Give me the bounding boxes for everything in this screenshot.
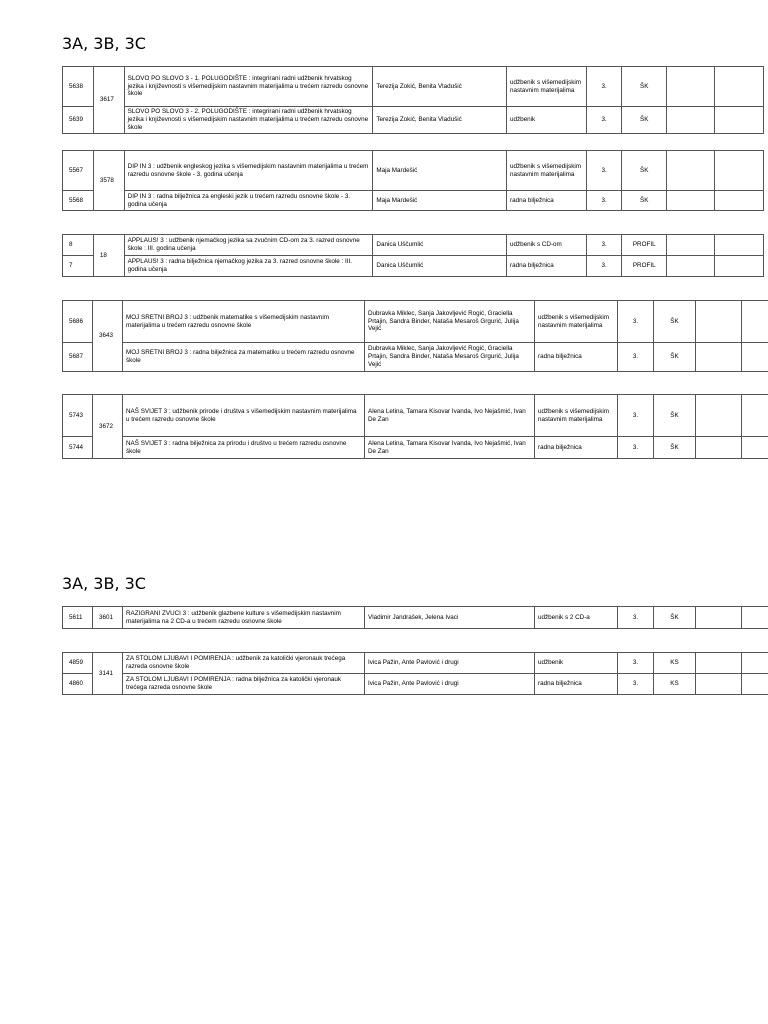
book-title: DIP IN 3 : radna bilježnica za engleski jezik u trećem razredu osnovne škole - 3. godina učenja	[124, 191, 373, 211]
empty-cell	[696, 437, 742, 459]
grade: 3.	[587, 235, 622, 256]
empty-cell	[742, 437, 768, 459]
catalog-number: 5743	[63, 395, 93, 437]
table-row	[63, 256, 764, 277]
empty-cell	[667, 67, 714, 107]
grade: 3.	[618, 607, 654, 629]
book-type: radna bilježnica	[535, 343, 618, 372]
catalog-number: 4860	[63, 674, 93, 695]
catalog-number: 5568	[63, 191, 94, 211]
grade: 3.	[618, 653, 654, 674]
book-type: udžbenik	[535, 653, 618, 674]
table-row	[63, 653, 768, 674]
table-row	[63, 437, 768, 459]
empty-cell	[742, 343, 768, 372]
empty-cell	[714, 67, 763, 107]
table-row	[63, 343, 768, 372]
book-authors: Terezija Zokić, Benita Vladušić	[373, 107, 507, 134]
publisher: ŠK	[622, 107, 667, 134]
book-type: udžbenik s CD-om	[507, 235, 587, 256]
book-authors: Alena Letina, Tamara Kisovar Ivanda, Ivo Nejašmić, Ivan De Zan	[365, 437, 535, 459]
book-title: DIP IN 3 : udžbenik engleskog jezika s višemedijskim nastavnim materijalima u trećem razredu osnovne škole - 3. godina učenja	[124, 151, 373, 191]
section-1-heading: 3A, 3B, 3C	[62, 34, 146, 53]
book-type: udžbenik s višemedijskim nastavnim materijalima	[507, 151, 587, 191]
book-authors: Danica Uščumlić	[373, 256, 507, 277]
book-title: SLOVO PO SLOVO 3 - 2. POLUGODIŠTE : integrirani radni udžbenik hrvatskog jezika i književnosti s višemedijskim nastavnim materijalima u trećem razredu osnovne škole	[124, 107, 373, 134]
textbook-table-religion	[62, 652, 768, 695]
book-title: ZA STOLOM LJUBAVI I POMIRENJA : radna bilježnica za katolički vjeronauk trećega razreda osnovne škole	[123, 674, 365, 695]
catalog-number: 7	[63, 256, 94, 277]
book-type: radna bilježnica	[535, 674, 618, 695]
book-authors: Ivica Pažin, Ante Pavlović i drugi	[365, 674, 535, 695]
book-authors: Dubravka Miklec, Sanja Jakovljević Rogić, Graciella Prtajin, Sandra Binder, Nataša Mesaroš Grgurić, Julija Vejić	[365, 343, 535, 372]
empty-cell	[714, 107, 763, 134]
book-title: RAZIGRANI ZVUCI 3 : udžbenik glazbene kulture s višemedijskim nastavnim materijalima na 2 CD-a u trećem razredu osnovne škole	[123, 607, 365, 629]
group-code: 3643	[93, 301, 123, 372]
book-authors: Dubravka Miklec, Sanja Jakovljević Rogić, Graciella Prtajin, Sandra Binder, Nataša Mesaroš Grgurić, Julija Vejić	[365, 301, 535, 343]
book-title: SLOVO PO SLOVO 3 - 1. POLUGODIŠTE : integrirani radni udžbenik hrvatskog jezika i književnosti s višemedijskim nastavnim materijalima u trećem razredu osnovne škole	[124, 67, 373, 107]
empty-cell	[714, 256, 763, 277]
textbook-table-german	[62, 234, 764, 277]
catalog-number: 4859	[63, 653, 93, 674]
book-type: radna bilježnica	[507, 191, 587, 211]
catalog-number: 5567	[63, 151, 94, 191]
publisher: ŠK	[654, 437, 696, 459]
empty-cell	[667, 235, 714, 256]
book-type: udžbenik s višemedijskim nastavnim materijalima	[507, 67, 587, 107]
table-row	[63, 191, 764, 211]
empty-cell	[667, 191, 714, 211]
publisher: KS	[654, 653, 696, 674]
table-row	[63, 235, 764, 256]
group-code: 3578	[93, 151, 124, 211]
book-authors: Maja Mardešić	[373, 191, 507, 211]
grade: 3.	[618, 437, 654, 459]
empty-cell	[714, 191, 763, 211]
grade: 3.	[618, 343, 654, 372]
grade: 3.	[618, 301, 654, 343]
catalog-number: 5639	[63, 107, 94, 134]
publisher: ŠK	[654, 343, 696, 372]
empty-cell	[742, 674, 768, 695]
group-code: 3672	[93, 395, 123, 459]
publisher: ŠK	[654, 607, 696, 629]
grade: 3.	[587, 107, 622, 134]
group-code: 3141	[93, 653, 123, 695]
table-row	[63, 107, 764, 134]
book-title: MOJ SRETNI BROJ 3 : udžbenik matematike s višemedijskim nastavnim materijalima u trećem razredu osnovne škole	[123, 301, 365, 343]
empty-cell	[714, 151, 763, 191]
book-type: radna bilježnica	[535, 437, 618, 459]
catalog-number: 5686	[63, 301, 93, 343]
table-row	[63, 674, 768, 695]
grade: 3.	[587, 256, 622, 277]
table-row	[63, 151, 764, 191]
book-title: NAŠ SVIJET 3 : radna bilježnica za prirodu i društvo u trećem razredu osnovne škole	[123, 437, 365, 459]
empty-cell	[714, 235, 763, 256]
grade: 3.	[587, 67, 622, 107]
empty-cell	[667, 107, 714, 134]
publisher: ŠK	[654, 301, 696, 343]
group-code: 18	[93, 235, 124, 277]
textbook-table-english	[62, 150, 764, 211]
textbook-table-science	[62, 394, 768, 459]
book-title: ZA STOLOM LJUBAVI I POMIRENJA : udžbenik za katolički vjeronauk trećega razreda osnovne škole	[123, 653, 365, 674]
book-authors: Maja Mardešić	[373, 151, 507, 191]
publisher: ŠK	[622, 67, 667, 107]
publisher: ŠK	[622, 151, 667, 191]
book-type: udžbenik s višemedijskim nastavnim materijalima	[535, 395, 618, 437]
catalog-number: 8	[63, 235, 94, 256]
book-authors: Vladimir Jandrašek, Jelena Ivaci	[365, 607, 535, 629]
publisher: ŠK	[654, 395, 696, 437]
empty-cell	[696, 343, 742, 372]
group-code: 3601	[93, 607, 123, 629]
table-row	[63, 395, 768, 437]
catalog-number: 5638	[63, 67, 94, 107]
book-type: udžbenik s višemedijskim nastavnim materijalima	[535, 301, 618, 343]
empty-cell	[742, 607, 768, 629]
empty-cell	[742, 653, 768, 674]
publisher: PROFIL	[622, 256, 667, 277]
empty-cell	[696, 301, 742, 343]
book-type: radna bilježnica	[507, 256, 587, 277]
textbook-table-croatian	[62, 66, 764, 134]
catalog-number: 5744	[63, 437, 93, 459]
book-authors: Alena Letina, Tamara Kisovar Ivanda, Ivo Nejašmić, Ivan De Zan	[365, 395, 535, 437]
grade: 3.	[587, 191, 622, 211]
book-authors: Ivica Pažin, Ante Pavlović i drugi	[365, 653, 535, 674]
book-title: NAŠ SVIJET 3 : udžbenik prirode i društva s višemedijskim nastavnim materijalima u trećem razredu osnovne škole	[123, 395, 365, 437]
book-authors: Terezija Zokić, Benita Vladušić	[373, 67, 507, 107]
section-2-heading: 3A, 3B, 3C	[62, 574, 146, 593]
book-type: udžbenik	[507, 107, 587, 134]
book-title: APPLAUS! 3 : radna bilježnica njemačkog jezika za 3. razred osnovne škole : III. godina učenja	[124, 256, 373, 277]
grade: 3.	[618, 395, 654, 437]
book-title: APPLAUS! 3 : udžbenik njemačkog jezika sa zvučnim CD-om za 3. razred osnovne škole : III. godina učenja	[124, 235, 373, 256]
empty-cell	[696, 607, 742, 629]
catalog-number: 5611	[63, 607, 93, 629]
grade: 3.	[587, 151, 622, 191]
book-authors: Danica Uščumlić	[373, 235, 507, 256]
empty-cell	[742, 301, 768, 343]
group-code: 3617	[93, 67, 124, 134]
book-type: udžbenik s 2 CD-a	[535, 607, 618, 629]
empty-cell	[667, 151, 714, 191]
table-row	[63, 67, 764, 107]
table-row	[63, 607, 768, 629]
book-title: MOJ SRETNI BROJ 3 : radna bilježnica za matematiku u trećem razredu osnovne škole	[123, 343, 365, 372]
publisher: ŠK	[622, 191, 667, 211]
textbook-table-music	[62, 606, 768, 629]
catalog-number: 5687	[63, 343, 93, 372]
empty-cell	[696, 674, 742, 695]
empty-cell	[742, 395, 768, 437]
empty-cell	[696, 653, 742, 674]
empty-cell	[696, 395, 742, 437]
publisher: KS	[654, 674, 696, 695]
empty-cell	[667, 256, 714, 277]
publisher: PROFIL	[622, 235, 667, 256]
grade: 3.	[618, 674, 654, 695]
textbook-table-math	[62, 300, 768, 372]
table-row	[63, 301, 768, 343]
